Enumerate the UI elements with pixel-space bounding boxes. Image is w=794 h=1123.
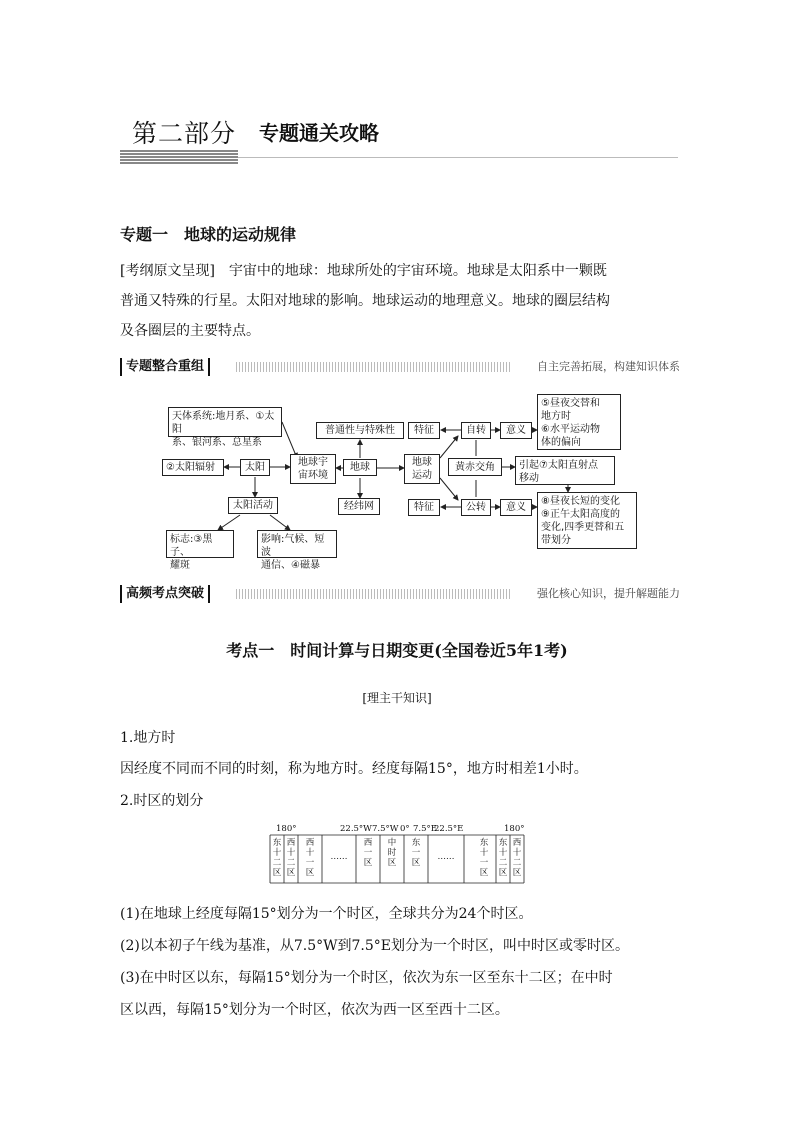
section-subtitle: 强化核心知识，提升解题能力 (537, 587, 680, 600)
box-line: 地球宇 (298, 457, 328, 468)
timezone-rules (120, 898, 680, 1026)
section-header-breakthrough (120, 585, 680, 603)
section-label: 高频考点突破 (120, 585, 210, 603)
box-line: 带划分 (541, 535, 571, 546)
box-revolution-features: 特征 (408, 499, 440, 516)
box-solar-activity: 太阳活动 (228, 497, 278, 514)
box-obliquity: 黄赤交角 (448, 458, 502, 476)
kaodian-title: 考点一 时间计算与日期变更(全国卷近5年1考) (226, 641, 568, 660)
heading-time-zones: 2.时区的划分 (120, 793, 204, 809)
rule-line: (2)以本初子午线为基准，从7.5°W到7.5°E划分为一个时区，叫中时区或零时区。 (120, 938, 629, 954)
tz-label: 180° (276, 824, 297, 834)
box-rotation: 自转 (461, 422, 491, 439)
box-earth-cosmic-environment (290, 454, 336, 484)
box-line: ⑨正午太阳高度的 (541, 509, 620, 520)
tz-zone-e1: 东 一 区 (411, 838, 421, 868)
box-rotation-significance: 意义 (500, 422, 532, 439)
box-revolution: 公转 (461, 499, 491, 516)
box-line: 运动 (412, 470, 432, 481)
tz-label: 180° (504, 824, 525, 834)
box-line: 地方时 (541, 411, 571, 422)
box-activity-effects (257, 530, 337, 571)
tz-zone-w11: 西 十 一 区 (305, 838, 315, 878)
box-line: 耀斑 (170, 560, 190, 571)
outline-line: 及各圈层的主要特点。 (120, 323, 260, 339)
box-line: 地球 (412, 457, 432, 468)
tz-ellipsis: …… (330, 852, 348, 862)
box-rotation-effects (537, 394, 621, 450)
box-line: ⑧昼夜长短的变化 (541, 496, 620, 507)
tz-zone-e11: 东 十 一 区 (479, 838, 489, 878)
box-line: 宙环境 (298, 470, 328, 481)
tz-ellipsis: …… (437, 852, 455, 862)
outline-line: 普通又特殊的行星。太阳对地球的影响。地球运动的地理意义。地球的圈层结构 (120, 293, 610, 309)
box-line: 引起⑦太阳直射点 (519, 460, 598, 471)
tz-zone-central: 中 时 区 (387, 838, 397, 868)
box-line: 影响:气候、短波 (261, 534, 325, 558)
section-label: 专题整合重组 (120, 358, 210, 376)
tz-label: 22.5°E (434, 824, 464, 834)
heading-local-time: 1.地方时 (120, 730, 176, 746)
outline-line: [考纲原文呈现] 宇宙中的地球：地球所处的宇宙环境。地球是太阳系中一颗既 (120, 263, 607, 279)
tz-zone-w12: 西 十 二 区 (286, 838, 296, 878)
box-line: ⑥水平运动物 (541, 424, 600, 435)
tz-zone-e12-right: 东 十 二 区 (498, 838, 508, 878)
box-line: 天体系统:地月系、①太阳 (172, 411, 275, 435)
box-activity-signs (166, 530, 234, 571)
box-ordinary-special: 普通性与特殊性 (316, 422, 404, 439)
timezone-figure (268, 822, 526, 884)
tz-zone-e12: 东 十 二 区 (272, 838, 282, 878)
box-earth: 地球 (343, 459, 377, 476)
box-celestial-system (168, 407, 282, 448)
tz-label: 7.5°E (413, 824, 437, 834)
box-direct-point-shift (515, 456, 615, 485)
box-line: 移动 (519, 473, 539, 484)
rule-line: 区以西，每隔15°划分为一个时区，依次为西一区至西十二区。 (120, 1002, 509, 1018)
box-line: ⑤昼夜交替和 (541, 398, 600, 409)
box-line: 通信、④磁暴 (261, 560, 320, 571)
tz-zone-w12-right: 西 十 二 区 (512, 838, 522, 878)
box-rotation-features: 特征 (408, 422, 440, 439)
tz-zone-w1: 西 一 区 (363, 838, 373, 868)
box-solar-radiation: ②太阳辐射 (162, 459, 224, 476)
box-line: 变化,四季更替和五 (541, 522, 625, 533)
paragraph-local-time: 因经度不同而不同的时刻，称为地方时。经度每隔15°，地方时相差1小时。 (120, 761, 588, 777)
section-dots (236, 589, 510, 599)
tz-label: 22.5°W (340, 824, 372, 834)
box-line: 系、银河系、总星系 (172, 437, 262, 448)
box-line: 标志:③黑子、 (170, 534, 213, 558)
box-revolution-significance: 意义 (500, 499, 532, 516)
topic-title: 专题一 地球的运动规律 (120, 225, 297, 244)
rule-line: (1)在地球上经度每隔15°划分为一个时区，全球共分为24个时区。 (120, 906, 533, 922)
part-title: 专题通关攻略 (259, 121, 379, 145)
box-earth-motion (404, 454, 440, 484)
kaodian-subnote: [理主干知识] (362, 691, 432, 705)
section-subtitle: 自主完善拓展，构建知识体系 (537, 360, 680, 373)
box-graticule: 经纬网 (338, 498, 380, 515)
part-number: 第二部分 (132, 119, 237, 148)
box-revolution-effects (537, 492, 637, 549)
rule-line: (3)在中时区以东，每隔15°划分为一个时区，依次为东一区至东十二区；在中时 (120, 970, 613, 986)
tz-label: 0° (400, 824, 410, 834)
box-line: 体的偏向 (541, 437, 581, 448)
tz-label: 7.5°W (372, 824, 399, 834)
box-sun: 太阳 (240, 459, 270, 476)
